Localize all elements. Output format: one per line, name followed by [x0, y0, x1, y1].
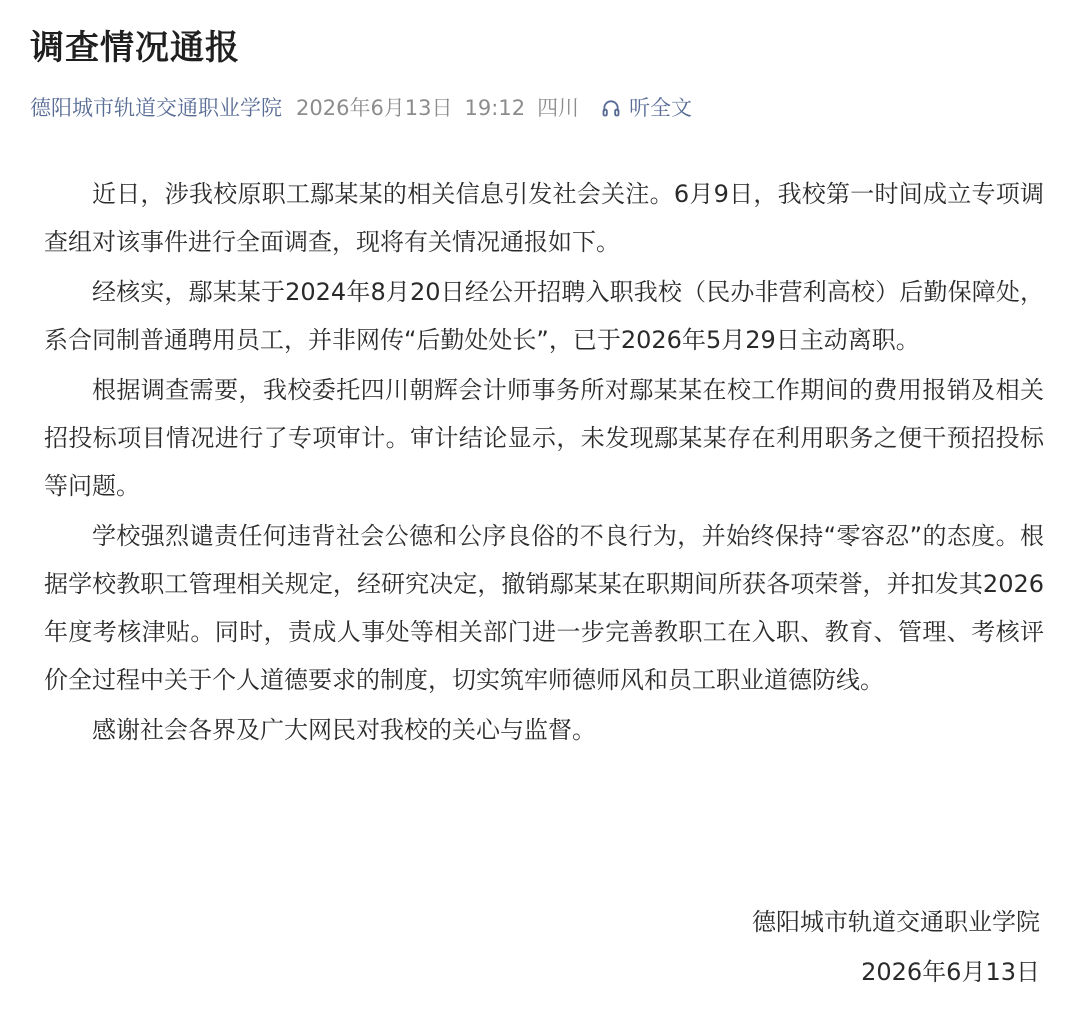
paragraph: 学校强烈谴责任何违背社会公德和公序良俗的不良行为，并始终保持“零容忍”的态度。根据学校教职工管理相关规定，经研究决定，撤销鄢某某在职期间所获各项荣誉，并扣发其2026年度考核津贴。同时，责成人事处等相关部门进一步完善教职工在入职、教育、管理、考核评价全过程中关于个人道德要求的制度，切实筑牢师德师风和员工职业道德防线。 [44, 522, 1044, 694]
paragraph: 经核实，鄢某某于2024年8月20日经公开招聘入职我校（民办非营利高校）后勤保障处，系合同制普通聘用员工，并非网传“后勤处处长”，已于2026年5月29日主动离职。 [44, 278, 1044, 354]
article-body [44, 170, 1044, 756]
publish-region: 四川 [537, 96, 580, 120]
listen-full-text-label: 听全文 [629, 96, 693, 120]
publish-date: 2026年6月13日 [296, 96, 453, 120]
paragraph: 近日，涉我校原职工鄢某某的相关信息引发社会关注。6月9日，我校第一时间成立专项调查组对该事件进行全面调查，现将有关情况通报如下。 [44, 180, 1044, 256]
source-account-link[interactable]: 德阳城市轨道交通职业学院 [30, 96, 282, 120]
signature [752, 898, 1040, 998]
article-title: 调查情况通报 [30, 28, 240, 68]
paragraph: 根据调查需要，我校委托四川朝辉会计师事务所对鄢某某在校工作期间的费用报销及相关招投标项目情况进行了专项审计。审计结论显示，未发现鄢某某存在利用职务之便干预招投标等问题。 [44, 376, 1044, 500]
publish-time: 19:12 [464, 96, 526, 120]
signature-date: 2026年6月13日 [861, 958, 1040, 986]
paragraph: 感谢社会各界及广大网民对我校的关心与监督。 [92, 716, 596, 744]
article-meta [30, 88, 692, 128]
listen-full-text-button[interactable] [601, 88, 692, 128]
signature-organization: 德阳城市轨道交通职业学院 [752, 908, 1040, 936]
headphones-icon [601, 98, 621, 118]
